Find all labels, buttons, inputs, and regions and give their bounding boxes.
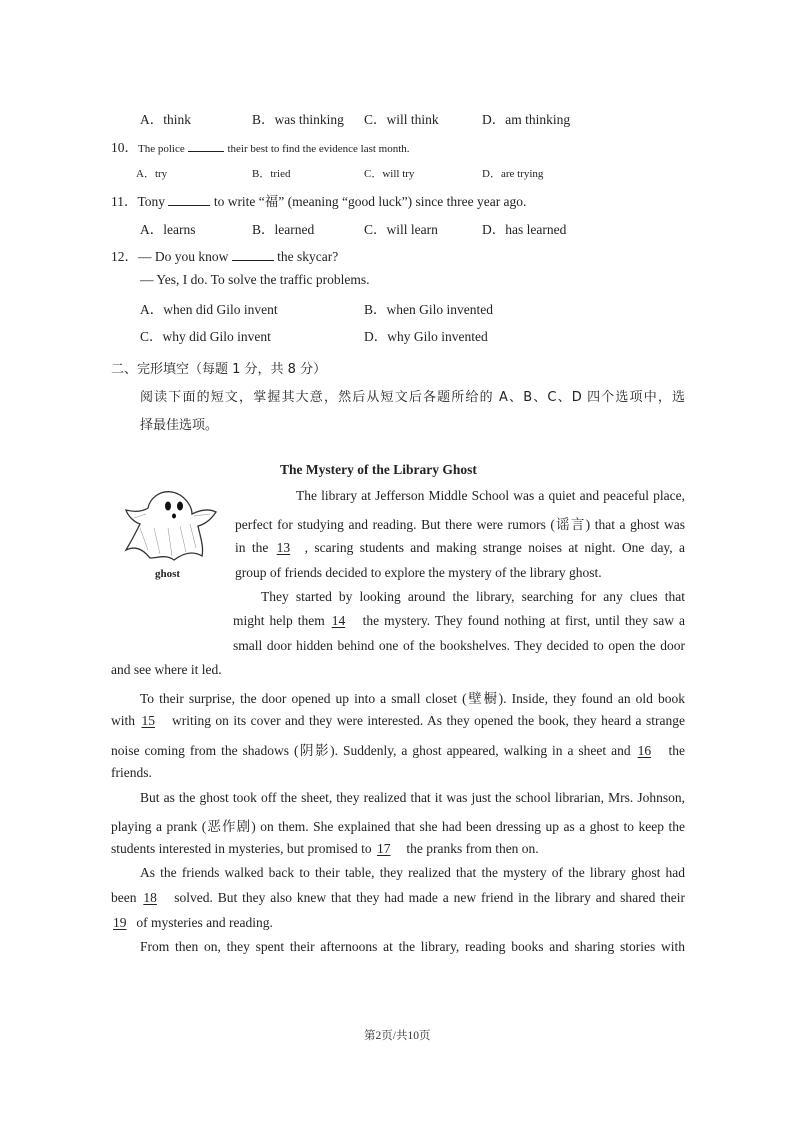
passage-text: the pranks from then on. bbox=[406, 841, 539, 856]
passage-text: writing on its cover and they were interested. As they opened the book, they heard a strange bbox=[171, 713, 685, 728]
q12-stem-pre: — Do you know bbox=[138, 249, 229, 264]
passage-line bbox=[111, 713, 685, 729]
passage-text: might help them bbox=[233, 613, 325, 628]
blank-18: 18 bbox=[143, 890, 157, 905]
passage-line: They started by looking around the library, searching for any clues that bbox=[261, 589, 685, 604]
passage-title: The Mystery of the Library Ghost bbox=[280, 462, 477, 477]
q12-stem-post: the skycar? bbox=[277, 249, 339, 264]
page-number: 第2页/共10页 bbox=[364, 1030, 431, 1042]
section-heading: 二、完形填空（每题 1 分，共 8 分） bbox=[111, 362, 327, 377]
q11-number: 11． bbox=[111, 194, 138, 209]
ghost-icon bbox=[120, 488, 220, 568]
blank-13: 13 bbox=[276, 540, 291, 555]
passage-line: friends. bbox=[111, 765, 152, 780]
passage-line: The library at Jefferson Middle School was a quiet and peaceful place, bbox=[296, 488, 685, 503]
ghost-illustration bbox=[120, 488, 220, 568]
passage-line: and see where it led. bbox=[111, 662, 222, 677]
passage-text: students interested in mysteries, but promised to bbox=[111, 841, 372, 856]
q10-stem-post: their best to find the evidence last month. bbox=[227, 143, 410, 155]
passage-text: the bbox=[668, 743, 686, 758]
q11-option-b: B．learned bbox=[252, 222, 315, 237]
passage-line: perfect for studying and reading. But there were rumors (谣言) that a ghost was bbox=[235, 517, 685, 532]
q10-option-b: B．tried bbox=[252, 168, 291, 180]
passage-line bbox=[111, 739, 685, 759]
q10-blank bbox=[188, 141, 224, 152]
passage-line bbox=[235, 540, 685, 556]
q9-option-b: B．was thinking bbox=[252, 112, 344, 127]
q10-option-d: D．are trying bbox=[482, 168, 544, 180]
section-instruction-1: 阅读下面的短文，掌握其大意，然后从短文后各题所给的 A、B、C、D 四个选项中，选 bbox=[140, 390, 685, 405]
q11-stem-post: to write “福” (meaning “good luck”) since three year ago. bbox=[213, 194, 527, 209]
passage-line: From then on, they spent their afternoons at the library, reading books and sharing stories with bbox=[140, 939, 685, 954]
passage-text: , scaring students and making strange noises at night. One day, a bbox=[304, 540, 686, 555]
passage-text: noise coming from the shadows (阴影). Suddenly, a ghost appeared, walking in a sheet and bbox=[111, 743, 631, 758]
blank-17: 17 bbox=[376, 841, 391, 856]
q12-option-d: D．why Gilo invented bbox=[364, 329, 488, 344]
q11-option-a: A．learns bbox=[140, 222, 196, 237]
passage-text: of mysteries and reading. bbox=[136, 915, 273, 930]
q10-number: 10． bbox=[111, 140, 138, 155]
q12-option-a: A．when did Gilo invent bbox=[140, 302, 278, 317]
passage-line: playing a prank (恶作剧) on them. She explained that she had been dressing up as a ghost to keep the bbox=[111, 819, 685, 834]
q12-blank bbox=[232, 250, 274, 261]
passage-line: group of friends decided to explore the mystery of the library ghost. bbox=[235, 565, 602, 580]
q11-blank bbox=[168, 195, 210, 206]
q10-option-c: C．will try bbox=[364, 168, 415, 180]
q11-stem-pre: Tony bbox=[137, 194, 166, 209]
section-instruction-2: 择最佳选项。 bbox=[140, 418, 219, 433]
passage-text: the mystery. They found nothing at first, until they saw a bbox=[362, 613, 686, 628]
q12-reply: — Yes, I do. To solve the traffic problems. bbox=[140, 272, 370, 287]
passage-line bbox=[233, 613, 685, 629]
q11-option-d: D．has learned bbox=[482, 222, 567, 237]
q9-option-c: C．will think bbox=[364, 112, 439, 127]
passage-text: solved. But they also knew that they had made a new friend in the library and shared their bbox=[174, 890, 686, 905]
passage-text: with bbox=[111, 713, 136, 728]
q12-stem bbox=[111, 245, 338, 265]
ghost-caption: ghost bbox=[155, 568, 181, 580]
passage-line: As the friends walked back to their table, they realized that the mystery of the library ghost had bbox=[140, 865, 685, 880]
passage-line bbox=[111, 915, 273, 931]
blank-16: 16 bbox=[637, 743, 652, 758]
q9-option-d: D．am thinking bbox=[482, 112, 571, 127]
q12-option-b: B．when Gilo invented bbox=[364, 302, 493, 317]
passage-text: been bbox=[111, 890, 137, 905]
q11-option-c: C．will learn bbox=[364, 222, 438, 237]
passage-line bbox=[111, 841, 539, 857]
q10-option-a: A．try bbox=[136, 168, 168, 180]
q9-option-a: A．think bbox=[140, 112, 192, 127]
q12-number: 12． bbox=[111, 249, 138, 264]
passage-line: To their surprise, the door opened up into a small closet (壁橱). Inside, they found an old book bbox=[140, 691, 685, 706]
passage-line: small door hidden behind one of the bookshelves. They decided to open the door bbox=[233, 638, 685, 653]
blank-15: 15 bbox=[141, 713, 155, 728]
passage-line bbox=[111, 890, 685, 906]
q10-stem bbox=[111, 136, 410, 156]
q12-option-c: C．why did Gilo invent bbox=[140, 329, 271, 344]
q10-stem-pre: The police bbox=[138, 143, 185, 155]
blank-19: 19 bbox=[113, 915, 127, 930]
blank-14: 14 bbox=[331, 613, 346, 628]
passage-text: in the bbox=[235, 540, 269, 555]
q11-stem bbox=[111, 190, 526, 210]
passage-line: But as the ghost took off the sheet, they realized that it was just the school librarian, Mrs. Johnson, bbox=[140, 790, 685, 805]
